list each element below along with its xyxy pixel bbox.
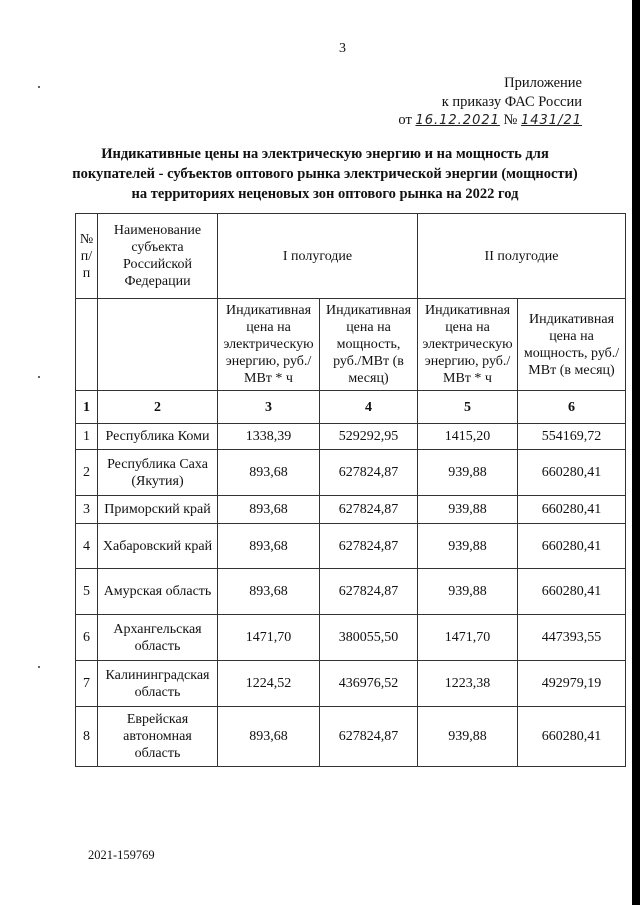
col-number: 6 [518,391,626,424]
energy-price-h2: 1471,70 [418,615,518,661]
header-num: № п/ п [76,214,98,299]
region-name: Калининградская область [98,661,218,707]
energy-price-h2: 1223,38 [418,661,518,707]
handwritten-date: 16.12.2021 [415,113,500,128]
table-row [76,569,626,615]
appendix-block [398,74,582,131]
subheader-row [76,299,626,391]
col-number: 5 [418,391,518,424]
title-line: на территориях неценовых зон оптового рынка на 2022 год [131,186,519,202]
header-name: Наименование субъекта Российской Федерации [98,214,218,299]
number-prefix: № [503,112,518,128]
scan-edge [632,0,640,905]
col-number: 3 [218,391,320,424]
table-row [76,524,626,569]
power-price-h1: 627824,87 [320,450,418,496]
energy-price-h1: 893,68 [218,450,320,496]
header-half1: I полугодие [218,214,418,299]
power-price-h1: 380055,50 [320,615,418,661]
power-price-h2: 554169,72 [518,424,626,450]
region-name: Амурская область [98,569,218,615]
scan-speck [38,86,40,88]
col-number: 1 [76,391,98,424]
title-line: покупателей - субъектов оптового рынка электрической энергии (мощности) [72,166,578,182]
region-name: Приморский край [98,496,218,524]
power-price-h1: 529292,95 [320,424,418,450]
power-price-h2: 492979,19 [518,661,626,707]
region-name: Республика Коми [98,424,218,450]
energy-price-h2: 939,88 [418,524,518,569]
scan-speck [38,666,40,668]
document-title [60,144,590,204]
table-row [76,424,626,450]
region-name: Республика Саха (Якутия) [98,450,218,496]
energy-price-h1: 1224,52 [218,661,320,707]
energy-price-h2: 939,88 [418,707,518,767]
power-price-h1: 436976,52 [320,661,418,707]
energy-price-h1: 893,68 [218,496,320,524]
header-row [76,214,626,299]
header-half2: II полугодие [418,214,626,299]
energy-price-h1: 893,68 [218,524,320,569]
table-row [76,615,626,661]
energy-price-h1: 1338,39 [218,424,320,450]
energy-price-h2: 939,88 [418,450,518,496]
power-price-h2: 660280,41 [518,496,626,524]
column-number-row [76,391,626,424]
row-number: 2 [76,450,98,496]
region-name: Архангельская область [98,615,218,661]
energy-price-h2: 939,88 [418,496,518,524]
power-price-h2: 660280,41 [518,524,626,569]
row-number: 6 [76,615,98,661]
power-price-h1: 627824,87 [320,524,418,569]
header-power-2: Индикативная цена на мощность, руб./МВт (в месяц) [518,299,626,391]
price-table [75,213,626,767]
energy-price-h2: 939,88 [418,569,518,615]
power-price-h2: 447393,55 [518,615,626,661]
appendix-date-line [398,111,582,131]
table-row [76,450,626,496]
col-number: 4 [320,391,418,424]
appendix-order: к приказу ФАС России [441,93,582,110]
row-number: 8 [76,707,98,767]
power-price-h1: 627824,87 [320,707,418,767]
power-price-h2: 660280,41 [518,569,626,615]
appendix-label: Приложение [504,75,582,91]
power-price-h2: 660280,41 [518,450,626,496]
energy-price-h1: 893,68 [218,569,320,615]
row-number: 4 [76,524,98,569]
date-prefix: от [398,112,412,128]
row-number: 5 [76,569,98,615]
energy-price-h1: 1471,70 [218,615,320,661]
header-energy-1: Индикативная цена на электрическую энергию, руб./МВт * ч [218,299,320,391]
table-row [76,496,626,524]
title-line: Индикативные цены на электрическую энергию и на мощность для [101,146,549,162]
energy-price-h1: 893,68 [218,707,320,767]
region-name: Хабаровский край [98,524,218,569]
table-row [76,661,626,707]
page-number: 3 [339,41,346,56]
col-number: 2 [98,391,218,424]
power-price-h2: 660280,41 [518,707,626,767]
row-number: 7 [76,661,98,707]
document-code: 2021-159769 [88,848,155,862]
header-power-1: Индикативная цена на мощность, руб./МВт (в месяц) [320,299,418,391]
header-energy-2: Индикативная цена на электрическую энергию, руб./МВт * ч [418,299,518,391]
handwritten-number: 1431/21 [520,113,582,128]
scan-speck [38,376,40,378]
row-number: 1 [76,424,98,450]
power-price-h1: 627824,87 [320,496,418,524]
power-price-h1: 627824,87 [320,569,418,615]
energy-price-h2: 1415,20 [418,424,518,450]
row-number: 3 [76,496,98,524]
region-name: Еврейская автономная область [98,707,218,767]
table-row [76,707,626,767]
